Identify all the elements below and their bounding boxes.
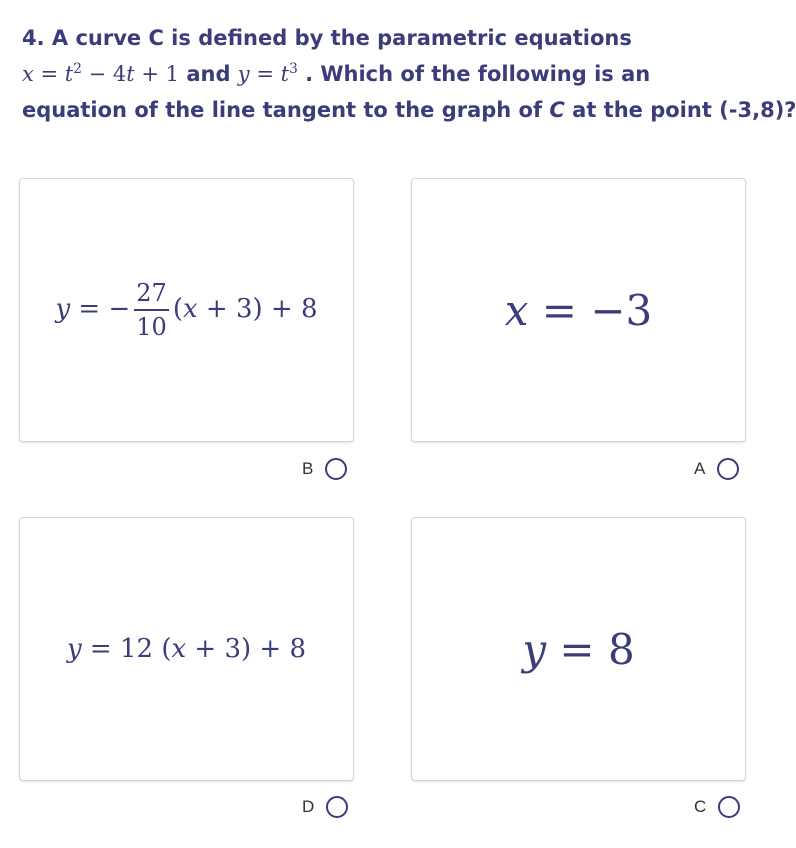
question-line3-pre: equation of the line tangent to the graph of [22,98,543,122]
question-intro: 4. A curve C is defined by the parametric equations [22,26,632,50]
curve-name: C [549,98,565,122]
option-b-expression: y = − $\frac{27}{10}$ (x + 3) + 8 [55,279,318,341]
option-card-a[interactable] [411,178,746,442]
option-b-letter: B [302,459,314,478]
option-d-letter: D [302,797,315,816]
question-tail: . Which of the following is an [305,62,651,86]
question-text [22,20,796,128]
question-line-1 [22,20,752,56]
option-c-radio[interactable] [718,796,740,818]
option-a-radio[interactable] [717,458,739,480]
question-line-3 [22,92,796,128]
option-b-radio[interactable] [325,458,347,480]
question-and: and [186,62,231,86]
option-c-expression: y = 8 [522,624,635,674]
option-a-expression: x = −3 [504,285,653,335]
option-card-d[interactable] [19,517,354,781]
option-b-choice[interactable] [302,458,347,480]
question-line-2 [22,56,752,92]
option-d-radio[interactable] [326,796,348,818]
option-c-letter: C [694,797,707,816]
option-card-b[interactable] [19,178,354,442]
equation-y: $y = t^3$ [237,60,298,86]
question-line3-post: at the point (-3,8)? [572,98,796,122]
equation-x: $x = t^2 - 4t + 1$ [22,60,180,86]
option-c-choice[interactable] [694,796,740,818]
option-a-choice[interactable] [694,458,739,480]
option-a-letter: A [694,459,706,478]
option-card-c[interactable] [411,517,746,781]
option-d-expression: y = 12 (x + 3) + 8 [66,634,307,664]
option-d-choice[interactable] [302,796,348,818]
